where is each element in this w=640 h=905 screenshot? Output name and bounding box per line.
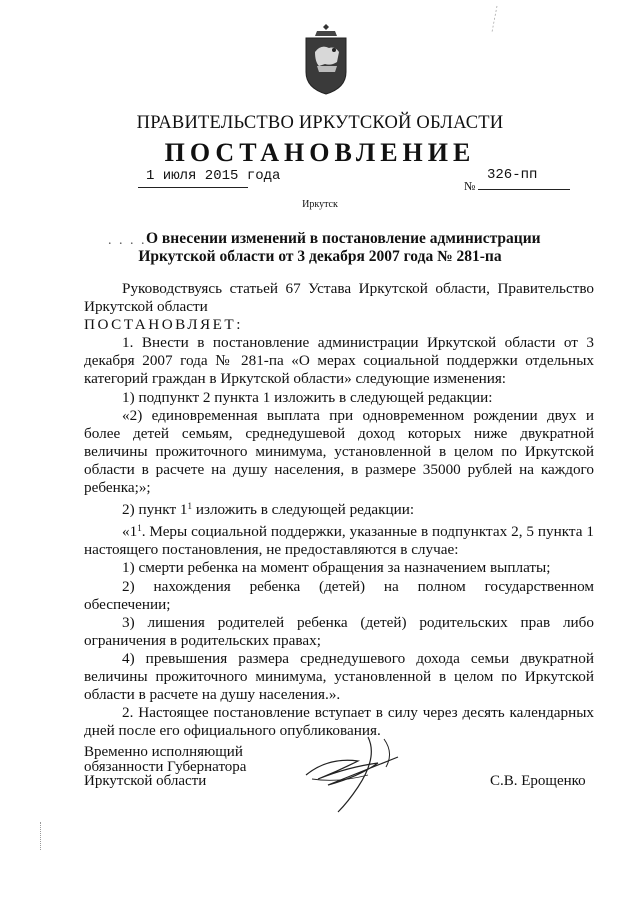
preamble-line2: Иркутской области	[84, 298, 208, 316]
p5-sup: 1	[187, 501, 193, 512]
signer-line1: Временно исполняющий	[84, 744, 243, 760]
paragraph-subitem-1: 1) подпункт 2 пункта 1 изложить в следующей редакции:	[122, 388, 493, 406]
resolves-heading: ПОСТАНОВЛЯЕТ:	[84, 316, 243, 334]
title-dots: . . . .	[108, 233, 147, 248]
preamble-line1: Руководствуясь статьей 67 Устава Иркутской области, Правительство	[122, 280, 594, 297]
city-name: Иркутск	[302, 199, 338, 210]
p6-post: . Меры социальной поддержки, указанные в подпунктах 2, 5 пункта 1 настоящего постановления, не предоставляются в случае:	[84, 523, 594, 559]
document-body	[84, 280, 594, 740]
document-title-line1: О внесении изменений в постановление администрации	[146, 230, 541, 247]
case-1: 1) смерти ребенка на момент обращения за назначением выплаты;	[122, 559, 551, 577]
corner-mark	[488, 4, 500, 34]
p5-post: изложить в следующей редакции:	[192, 501, 415, 519]
case-4: 4) превышения размера среднедушевого дохода семьи двукратной величины прожиточного минимума, установленной в целом по Иркутской области в расчете на душу населения.».	[84, 649, 594, 704]
p6-sup: 1	[137, 523, 142, 534]
paragraph-quote-2: «2) единовременная выплата при одновременном рождении двух и более детей семьям, среднедушевой доход которых ниже двукратной величины прожиточного минимума, установленной в целом по Иркутской области в расчете на душу населения, в размере 35000 рублей на каждого ребенка;»;	[84, 406, 594, 497]
case-2: 2) нахождения ребенка (детей) на полном государственном обеспечении;	[84, 577, 594, 613]
p5-pre: 2) пункт 1	[122, 501, 188, 519]
number-sign: №	[464, 179, 476, 193]
decree-date: 1 июля 2015 года	[146, 168, 281, 184]
government-name: ПРАВИТЕЛЬСТВО ИРКУТСКОЙ ОБЛАСТИ	[136, 113, 504, 133]
date-underline	[138, 187, 248, 188]
document-title-line2: Иркутской области от 3 декабря 2007 года № 281-па	[138, 248, 502, 265]
coat-of-arms-emblem	[303, 22, 349, 96]
signer-line3: Иркутской области	[84, 773, 207, 789]
signer-name: С.В. Ерощенко	[490, 773, 586, 789]
signer-line2: обязанности Губернатора	[84, 758, 247, 775]
case-3: 3) лишения родителей ребенка (детей) родительских прав либо ограничения в родительских правах;	[84, 613, 594, 649]
paragraph-quote-1-1	[84, 519, 594, 559]
handwritten-signature	[298, 727, 418, 817]
binding-marks	[40, 822, 47, 850]
document-type: ПОСТАНОВЛЕНИЕ	[164, 138, 476, 167]
p6-pre: «1	[122, 523, 138, 541]
number-underline	[478, 189, 570, 190]
decree-number: 326-пп	[487, 167, 538, 183]
paragraph-2: 2. Настоящее постановление вступает в силу через десять календарных дней после его официального опубликования.	[84, 704, 594, 740]
paragraph-1: 1. Внести в постановление администрации Иркутской области от 3 декабря 2007 года № 281-па «О мерах социальной поддержки отдельных категорий граждан в Иркутской области» следующие изменения:	[84, 334, 594, 388]
paragraph-subitem-2	[84, 497, 594, 519]
signer-title	[84, 745, 246, 789]
